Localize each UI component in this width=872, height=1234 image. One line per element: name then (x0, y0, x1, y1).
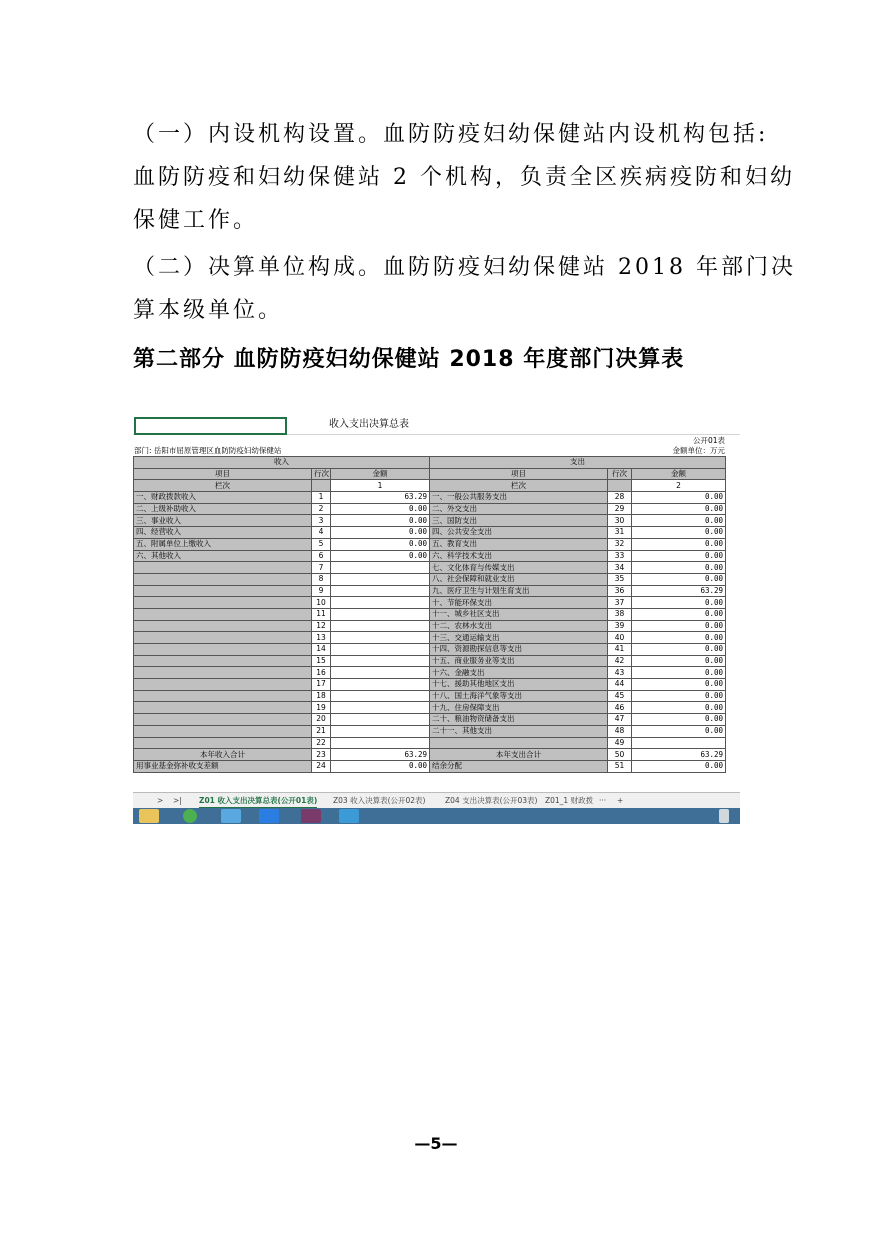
income-line[interactable]: 5 (312, 538, 331, 550)
expense-amount[interactable]: 0.00 (632, 573, 726, 585)
income-item[interactable]: 六、其他收入 (134, 550, 312, 562)
name-box[interactable] (134, 417, 287, 435)
paragraph-line-2: 血防防疫和妇幼保健站 2 个机构，负责全区疾病疫防和妇幼 (133, 165, 795, 190)
expense-item[interactable]: 四、公共安全支出 (430, 527, 608, 539)
lanci-label: 栏次 (134, 480, 312, 492)
tab-nav-prev[interactable]: > (157, 796, 164, 805)
income-line[interactable]: 2 (312, 503, 331, 515)
app-icon[interactable] (221, 809, 241, 823)
expense-line[interactable]: 40 (608, 632, 632, 644)
income-item[interactable] (134, 597, 312, 609)
expense-amount[interactable]: 0.00 (632, 760, 726, 772)
expense-line[interactable]: 33 (608, 550, 632, 562)
table-row (134, 644, 726, 656)
expense-item[interactable]: 七、文化体育与传媒支出 (430, 562, 608, 574)
income-line[interactable]: 22 (312, 737, 331, 749)
income-line[interactable]: 18 (312, 690, 331, 702)
table-row (134, 503, 726, 515)
expense-line[interactable]: 30 (608, 515, 632, 527)
table-row (134, 667, 726, 679)
expense-line[interactable]: 51 (608, 760, 632, 772)
expense-item[interactable]: 结余分配 (430, 760, 608, 772)
income-line[interactable]: 12 (312, 620, 331, 632)
income-amount[interactable] (331, 702, 430, 714)
expense-item[interactable]: 一、一般公共服务支出 (430, 492, 608, 504)
income-line[interactable]: 21 (312, 725, 331, 737)
expense-item[interactable]: 五、教育支出 (430, 538, 608, 550)
table-row (134, 538, 726, 550)
expense-amount[interactable]: 0.00 (632, 632, 726, 644)
expense-item[interactable]: 二、外交支出 (430, 503, 608, 515)
expense-line[interactable]: 49 (608, 737, 632, 749)
expense-amount[interactable]: 0.00 (632, 667, 726, 679)
expense-line[interactable]: 32 (608, 538, 632, 550)
col-item: 项目 (134, 468, 312, 480)
document-app-icon[interactable] (259, 809, 279, 823)
income-amount[interactable] (331, 725, 430, 737)
col-amount: 金额 (632, 468, 726, 480)
income-line[interactable]: 20 (312, 714, 331, 726)
department-label: 部门: 岳阳市屈原管理区血防防疫妇幼保健站 (134, 446, 282, 455)
lanci-row (134, 480, 726, 492)
expense-line[interactable]: 50 (608, 749, 632, 761)
expense-amount[interactable]: 0.00 (632, 515, 726, 527)
paragraph-line-5: 算本级单位。 (133, 298, 284, 323)
income-header: 收入 (134, 457, 430, 469)
paragraph-line-3: 保健工作。 (133, 208, 259, 233)
expense-item[interactable]: 八、社会保障和就业支出 (430, 573, 608, 585)
income-amount[interactable] (331, 632, 430, 644)
form-number: 公开01表 (692, 436, 725, 445)
income-amount[interactable] (331, 644, 430, 656)
table-row (134, 679, 726, 691)
expense-header: 支出 (430, 457, 726, 469)
income-amount[interactable]: 0.00 (331, 550, 430, 562)
table-row (134, 702, 726, 714)
table-row (134, 597, 726, 609)
income-amount[interactable]: 0.00 (331, 515, 430, 527)
income-amount[interactable]: 0.00 (331, 538, 430, 550)
income-amount[interactable] (331, 597, 430, 609)
lanci-2: 2 (632, 480, 726, 492)
expense-amount[interactable]: 0.00 (632, 620, 726, 632)
income-line[interactable]: 17 (312, 679, 331, 691)
sheet-tab-bar (133, 792, 740, 809)
expense-amount[interactable]: 0.00 (632, 562, 726, 574)
tab-z01[interactable]: Z01 收入支出决算总表(公开01表) (199, 795, 317, 809)
income-amount[interactable] (331, 608, 430, 620)
expense-item[interactable]: 十三、交通运输支出 (430, 632, 608, 644)
lanci-blank (312, 480, 331, 492)
expense-line[interactable]: 46 (608, 702, 632, 714)
sheet-title-row (133, 416, 740, 435)
expense-line[interactable]: 43 (608, 667, 632, 679)
expense-amount[interactable]: 0.00 (632, 503, 726, 515)
paragraph-line-1: （一）内设机构设置。血防防疫妇幼保健站内设机构包括: (133, 122, 769, 147)
expense-amount[interactable]: 0.00 (632, 679, 726, 691)
unit-label: 金额单位：万元 (672, 446, 725, 455)
expense-item[interactable]: 十二、农林水支出 (430, 620, 608, 632)
expense-amount[interactable]: 0.00 (632, 550, 726, 562)
expense-amount[interactable]: 63.29 (632, 585, 726, 597)
income-item[interactable] (134, 573, 312, 585)
expense-amount[interactable]: 0.00 (632, 492, 726, 504)
expense-amount[interactable]: 0.00 (632, 690, 726, 702)
income-item[interactable]: 四、经营收入 (134, 527, 312, 539)
expense-line[interactable]: 39 (608, 620, 632, 632)
expense-item[interactable] (430, 737, 608, 749)
expense-line[interactable]: 34 (608, 562, 632, 574)
expense-line[interactable]: 31 (608, 527, 632, 539)
expense-line[interactable]: 41 (608, 644, 632, 656)
income-line[interactable]: 6 (312, 550, 331, 562)
tab-z04[interactable]: Z04 支出决算表(公开03表) (445, 796, 538, 805)
income-line[interactable]: 7 (312, 562, 331, 574)
expense-item[interactable]: 十、节能环保支出 (430, 597, 608, 609)
expense-item[interactable]: 十一、城乡社区支出 (430, 608, 608, 620)
table-row (134, 749, 726, 761)
income-item[interactable] (134, 667, 312, 679)
income-item[interactable] (134, 702, 312, 714)
table-row (134, 550, 726, 562)
income-item[interactable] (134, 585, 312, 597)
expense-line[interactable]: 45 (608, 690, 632, 702)
income-item[interactable] (134, 608, 312, 620)
table-row (134, 527, 726, 539)
income-amount[interactable] (331, 690, 430, 702)
tab-nav-last[interactable]: >| (173, 796, 182, 805)
income-item[interactable]: 三、事业收入 (134, 515, 312, 527)
section-heading: 第二部分 血防防疫妇幼保健站 2018 年度部门决算表 (133, 347, 685, 372)
income-item[interactable] (134, 562, 312, 574)
income-amount[interactable] (331, 667, 430, 679)
col-line: 行次 (608, 468, 632, 480)
income-line[interactable]: 4 (312, 527, 331, 539)
lanci-1: 1 (331, 480, 430, 492)
income-item[interactable] (134, 632, 312, 644)
income-item[interactable]: 五、附属单位上缴收入 (134, 538, 312, 550)
income-line[interactable]: 16 (312, 667, 331, 679)
lanci-label: 栏次 (430, 480, 608, 492)
income-amount[interactable]: 63.29 (331, 492, 430, 504)
taskbar (133, 808, 740, 824)
sheet-title: 收入支出决算总表 (329, 419, 409, 430)
expense-amount[interactable]: 63.29 (632, 749, 726, 761)
income-line[interactable]: 8 (312, 573, 331, 585)
table-row (134, 632, 726, 644)
expense-line[interactable]: 36 (608, 585, 632, 597)
expense-line[interactable]: 48 (608, 725, 632, 737)
income-item[interactable] (134, 725, 312, 737)
section-header-row (134, 457, 726, 469)
col-line: 行次 (312, 468, 331, 480)
income-item[interactable]: 一、财政拨款收入 (134, 492, 312, 504)
expense-item[interactable]: 三、国防支出 (430, 515, 608, 527)
table-row (134, 714, 726, 726)
income-line[interactable]: 3 (312, 515, 331, 527)
add-sheet-button[interactable]: + (617, 796, 624, 805)
income-amount[interactable]: 0.00 (331, 503, 430, 515)
income-amount[interactable] (331, 714, 430, 726)
table-row (134, 585, 726, 597)
tab-more[interactable]: ··· (599, 796, 607, 805)
expense-item[interactable]: 十五、商业服务业等支出 (430, 655, 608, 667)
expense-line[interactable]: 29 (608, 503, 632, 515)
income-expense-table (133, 456, 726, 773)
income-item[interactable] (134, 690, 312, 702)
income-amount[interactable] (331, 679, 430, 691)
income-line[interactable]: 11 (312, 608, 331, 620)
table-row (134, 620, 726, 632)
income-item[interactable]: 本年收入合计 (134, 749, 312, 761)
income-amount[interactable] (331, 585, 430, 597)
expense-amount[interactable] (632, 737, 726, 749)
income-line[interactable]: 14 (312, 644, 331, 656)
income-line[interactable]: 24 (312, 760, 331, 772)
expense-amount[interactable]: 0.00 (632, 608, 726, 620)
table-row (134, 760, 726, 772)
tab-z01-1[interactable]: Z01_1 财政拨 (545, 796, 594, 805)
expense-amount[interactable]: 0.00 (632, 725, 726, 737)
income-amount[interactable]: 63.29 (331, 749, 430, 761)
table-row (134, 573, 726, 585)
expense-item[interactable]: 十七、援助其他地区支出 (430, 679, 608, 691)
ie-browser-icon[interactable] (339, 809, 359, 823)
expense-item[interactable]: 二十一、其他支出 (430, 725, 608, 737)
income-amount[interactable]: 0.00 (331, 527, 430, 539)
expense-line[interactable]: 47 (608, 714, 632, 726)
spreadsheet-screenshot (133, 416, 740, 824)
browser-icon[interactable] (183, 809, 197, 823)
table-row (134, 492, 726, 504)
expense-line[interactable]: 28 (608, 492, 632, 504)
expense-amount[interactable]: 0.00 (632, 714, 726, 726)
income-item[interactable]: 二、上级补助收入 (134, 503, 312, 515)
income-item[interactable]: 用事业基金弥补收支差额 (134, 760, 312, 772)
income-amount[interactable] (331, 573, 430, 585)
expense-line[interactable]: 35 (608, 573, 632, 585)
income-item[interactable] (134, 655, 312, 667)
paragraph-line-4: （二）决算单位构成。血防防疫妇幼保健站 2018 年部门决 (133, 255, 796, 280)
income-line[interactable]: 1 (312, 492, 331, 504)
archive-icon[interactable] (301, 809, 321, 823)
expense-item[interactable]: 十六、金融支出 (430, 667, 608, 679)
expense-item[interactable]: 六、科学技术支出 (430, 550, 608, 562)
table-row (134, 725, 726, 737)
table-row (134, 515, 726, 527)
expense-amount[interactable]: 0.00 (632, 538, 726, 550)
expense-line[interactable]: 38 (608, 608, 632, 620)
income-amount[interactable] (331, 562, 430, 574)
tab-z03[interactable]: Z03 收入决算表(公开02表) (333, 796, 426, 805)
income-item[interactable] (134, 679, 312, 691)
table-row (134, 562, 726, 574)
col-item: 项目 (430, 468, 608, 480)
income-item[interactable] (134, 644, 312, 656)
expense-amount[interactable]: 0.00 (632, 655, 726, 667)
income-line[interactable]: 19 (312, 702, 331, 714)
tray-icon[interactable] (719, 809, 729, 823)
page-number: —5— (414, 1134, 458, 1153)
table-row (134, 655, 726, 667)
lanci-blank (608, 480, 632, 492)
expense-item[interactable]: 十四、资源勘探信息等支出 (430, 644, 608, 656)
income-amount[interactable] (331, 655, 430, 667)
income-line[interactable]: 23 (312, 749, 331, 761)
expense-item[interactable]: 二十、粮油物资储备支出 (430, 714, 608, 726)
table-row (134, 737, 726, 749)
expense-line[interactable]: 44 (608, 679, 632, 691)
expense-item[interactable]: 十九、住房保障支出 (430, 702, 608, 714)
expense-item[interactable]: 本年支出合计 (430, 749, 608, 761)
expense-amount[interactable]: 0.00 (632, 527, 726, 539)
income-item[interactable] (134, 620, 312, 632)
income-line[interactable]: 13 (312, 632, 331, 644)
income-amount[interactable]: 0.00 (331, 760, 430, 772)
income-line[interactable]: 15 (312, 655, 331, 667)
income-item[interactable] (134, 714, 312, 726)
expense-amount[interactable]: 0.00 (632, 597, 726, 609)
income-line[interactable]: 10 (312, 597, 331, 609)
expense-item[interactable]: 九、医疗卫生与计划生育支出 (430, 585, 608, 597)
expense-line[interactable]: 37 (608, 597, 632, 609)
table-row (134, 690, 726, 702)
income-amount[interactable] (331, 620, 430, 632)
col-amount: 金额 (331, 468, 430, 480)
column-header-row (134, 468, 726, 480)
expense-amount[interactable]: 0.00 (632, 644, 726, 656)
table-row (134, 608, 726, 620)
income-item[interactable] (134, 737, 312, 749)
expense-amount[interactable]: 0.00 (632, 702, 726, 714)
expense-line[interactable]: 42 (608, 655, 632, 667)
folder-icon[interactable] (139, 809, 159, 823)
income-amount[interactable] (331, 737, 430, 749)
income-line[interactable]: 9 (312, 585, 331, 597)
expense-item[interactable]: 十八、国土海洋气象等支出 (430, 690, 608, 702)
